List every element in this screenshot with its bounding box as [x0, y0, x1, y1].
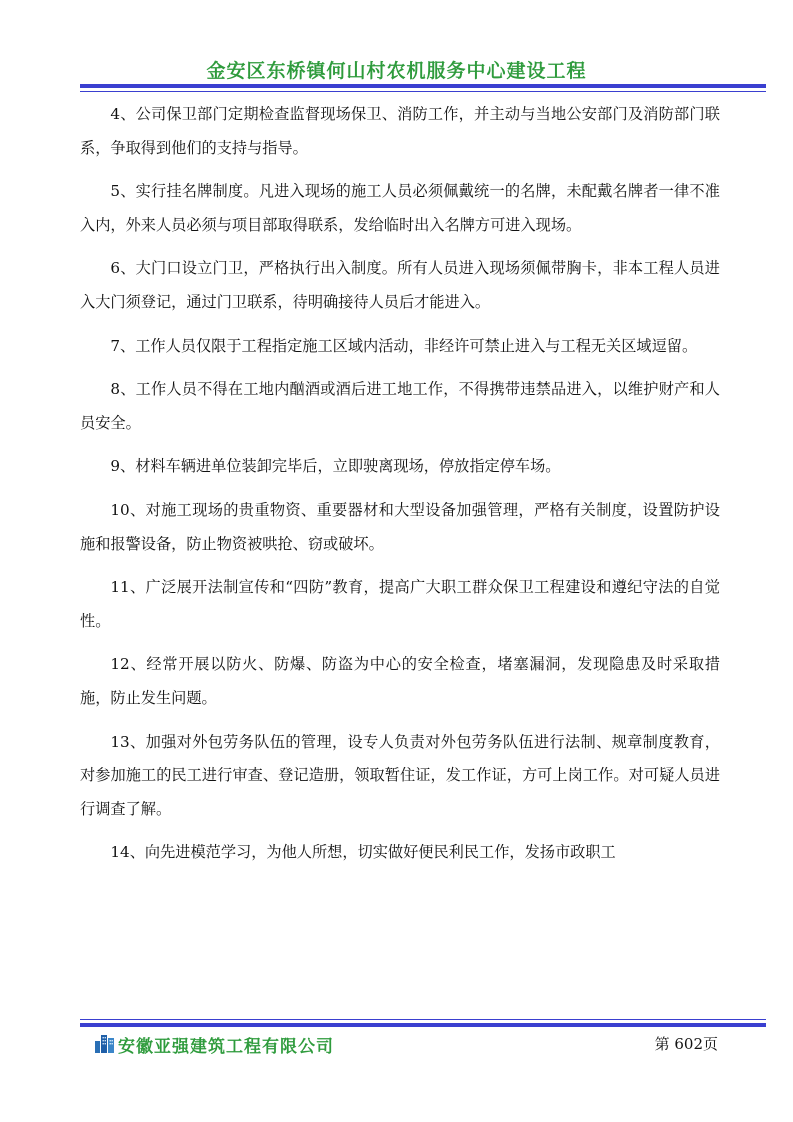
paragraph-14: 14、向先进模范学习，为他人所想，切实做好便民利民工作，发扬市政职工 — [110, 843, 616, 862]
header-rule-thin — [80, 91, 766, 92]
document-body — [80, 98, 720, 880]
paragraph-13: 13、加强对外包劳务队伍的管理，设专人负责对外包劳务队伍进行法制、规章制度教育，对参加施工的民工进行审查、登记造册，领取暂住证，发工作证，方可上岗工作。对可疑人员进行调查了解。 — [80, 732, 720, 818]
footer-rule-thin — [80, 1019, 766, 1020]
paragraph-7: 7、工作人员仅限于工程指定施工区域内活动，非经许可禁止进入与工程无关区域逗留。 — [110, 336, 698, 355]
paragraph-12: 12、经常开展以防火、防爆、防盗为中心的安全检查，堵塞漏洞，发现隐患及时采取措施，防止发生问题。 — [80, 655, 720, 707]
paragraph-8: 8、工作人员不得在工地内酗酒或酒后进工地工作，不得携带违禁品进入，以维护财产和人员安全。 — [80, 380, 720, 432]
building-logo-icon — [94, 1033, 116, 1053]
page-number: 第 602页 — [654, 1035, 718, 1053]
footer-company-name: 安徽亚强建筑工程有限公司 — [118, 1037, 334, 1057]
paragraph-11: 11、广泛展开法制宣传和“四防”教育，提高广大职工群众保卫工程建设和遵纪守法的自觉性。 — [80, 578, 720, 630]
header-title: 金安区东桥镇何山村农机服务中心建设工程 — [206, 60, 587, 82]
paragraph-6: 6、大门口设立门卫，严格执行出入制度。所有人员进入现场须佩带胸卡，非本工程人员进入大门须登记，通过门卫联系，待明确接待人员后才能进入。 — [80, 259, 720, 311]
paragraph-4: 4、公司保卫部门定期检查监督现场保卫、消防工作，并主动与当地公安部门及消防部门联系，争取得到他们的支持与指导。 — [80, 105, 720, 157]
footer-rule-thick — [80, 1023, 766, 1027]
footer-bar — [80, 1029, 766, 1059]
paragraph-5: 5、实行挂名牌制度。凡进入现场的施工人员必须佩戴统一的名牌，未配戴名牌者一律不准入内，外来人员必须与项目部取得联系，发给临时出入名牌方可进入现场。 — [80, 182, 720, 234]
header-rule-thick — [80, 84, 766, 88]
paragraph-10: 10、对施工现场的贵重物资、重要器材和大型设备加强管理，严格有关制度，设置防护设施和报警设备，防止物资被哄抢、窃或破坏。 — [80, 500, 720, 553]
paragraph-9: 9、材料车辆进单位装卸完毕后，立即驶离现场，停放指定停车场。 — [110, 457, 561, 476]
